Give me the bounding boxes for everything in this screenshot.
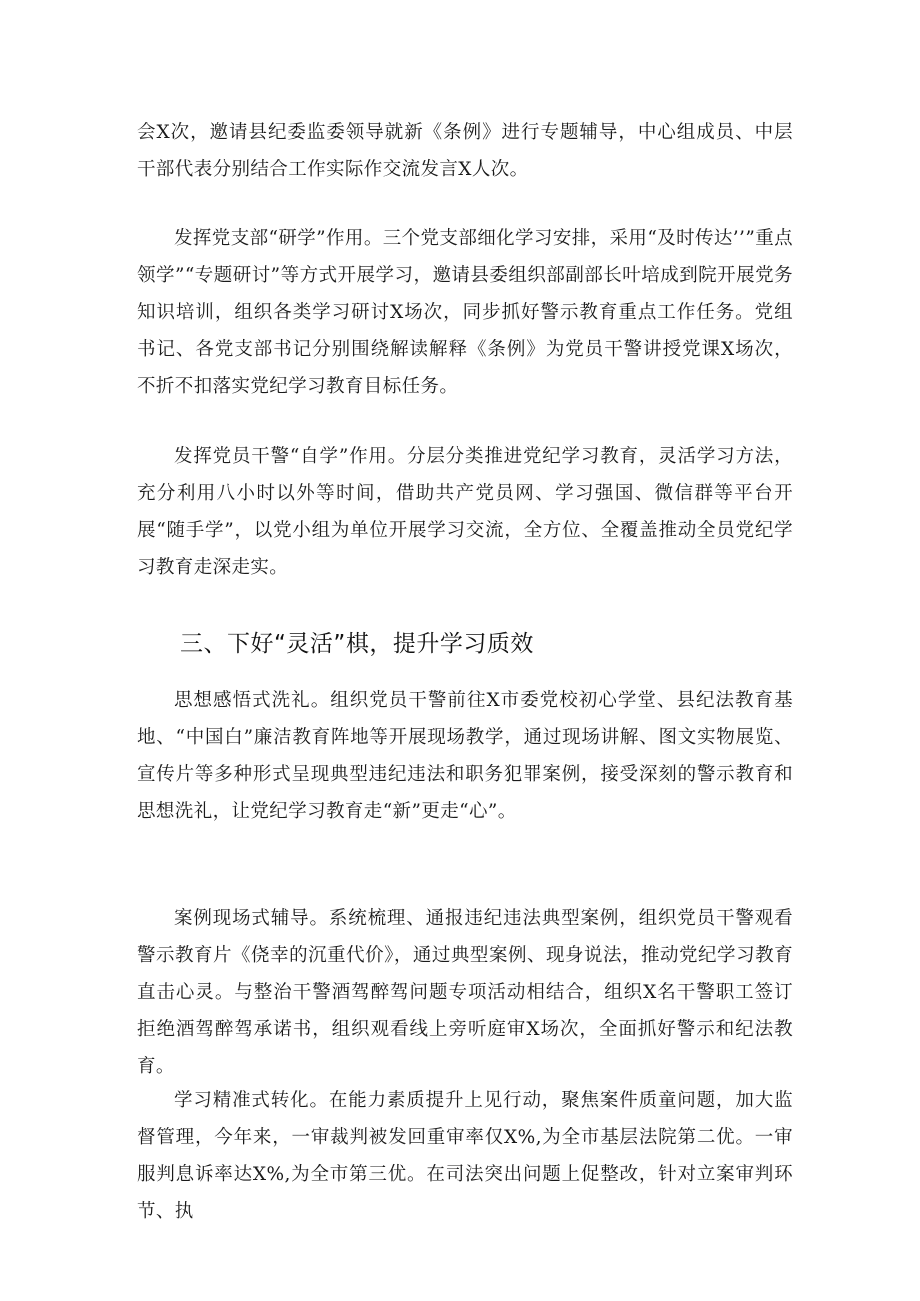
paragraph-party-branch-study: 发挥党支部“研学”作用。三个党支部细化学习安排，采用“及时传达’’”重点领学”“专题研讨”等方式开展学习，邀请县委组织部副部长叶培成到院开展党务知识培训，组织各类学习研讨X场次，同步抓好警示教育重点工作任务。党组书记、各党支部书记分别围绕解读解释《条例》为党员干警讲授党课X场次，不折不扣落实党纪学习教育目标任务。 <box>137 228 793 397</box>
paragraph-ideological-baptism: 思想感悟式洗礼。组织党员干警前往X市委党校初心学堂、县纪法教育基地、“中国白”廉洁教育阵地等开展现场教学，通过现场讲解、图文实物展览、宣传片等多种形式呈现典型违纪违法和职务犯罪案例，接受深刻的警示教育和思想洗礼，让党纪学习教育走“新”更走“心”。 <box>137 690 793 822</box>
paragraph-continued: 会X次，邀请县纪委监委领导就新《条例》进行专题辅导，中心组成员、中层干部代表分别结合工作实际作交流发言X人次。 <box>137 122 793 180</box>
section-heading: 三、下好“灵活”棋，提升学习质效 <box>180 631 534 657</box>
paragraph-case-guidance: 案例现场式辅导。系统梳理、通报违纪违法典型案例，组织党员干警观看警示教育片《侥幸的沉重代价》，通过典型案例、现身说法，推动党纪学习教育直击心灵。与整治干警酒驾醉驾问题专项活动相结合，组织X名干警职工签订拒绝酒驾醉驾承诺书，组织观看线上旁听庭审X场次，全面抓好警示和纪法教育。 <box>137 908 793 1077</box>
paragraph-learning-transformation: 学习精准式转化。在能力素质提升上见行动，聚焦案件质童问题，加大监督管理，今年来，一审裁判被发回重审率仅X%,为全市基层法院第二优。一审服判息诉率达X%,为全市第三优。在司法突出问题上促整改，针对立案审判环节、执 <box>137 1090 793 1222</box>
paragraph-self-study: 发挥党员干警“自学”作用。分层分类推进党纪学习教育，灵活学习方法，充分利用八小时以外等时间，借助共产党员网、学习强国、微信群等平台开展“随手学”，以党小组为单位开展学习交流，全方位、全覆盖推动全员党纪学习教育走深走实。 <box>137 446 793 578</box>
